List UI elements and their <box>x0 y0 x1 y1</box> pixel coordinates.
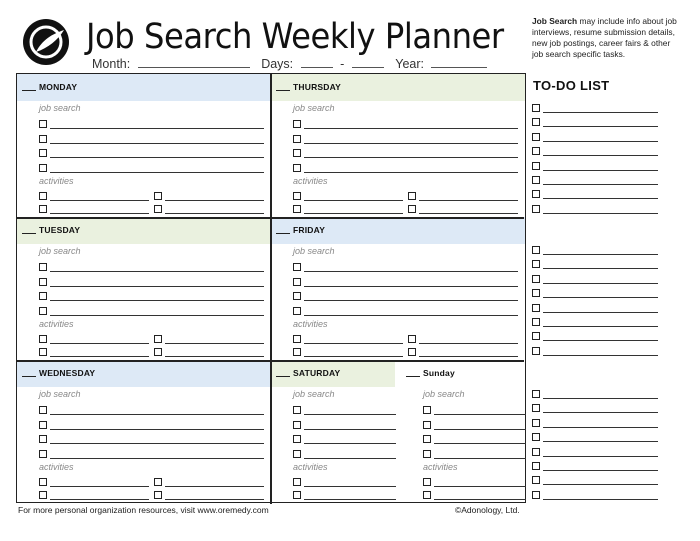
checkbox-icon[interactable] <box>293 263 301 271</box>
todo-item <box>532 389 658 401</box>
checkbox-icon[interactable] <box>532 133 540 141</box>
checkbox-icon[interactable] <box>532 448 540 456</box>
day-name: Sunday <box>423 368 455 378</box>
activity-item <box>293 204 403 216</box>
job-search-item <box>293 420 396 432</box>
day-name: SATURDAY <box>293 368 341 378</box>
write-line[interactable] <box>50 443 264 444</box>
write-line[interactable] <box>543 184 658 185</box>
write-line[interactable] <box>304 128 518 129</box>
activities-label: activities <box>39 462 74 472</box>
write-line[interactable] <box>419 200 518 201</box>
todo-item <box>532 189 658 201</box>
checkbox-icon[interactable] <box>293 406 301 414</box>
activity-item <box>408 347 518 359</box>
day-cell <box>271 360 401 503</box>
write-line[interactable] <box>165 213 264 214</box>
day-name: THURSDAY <box>293 82 342 92</box>
write-line[interactable] <box>304 499 396 500</box>
job-search-item <box>293 134 518 146</box>
day-date-line[interactable] <box>22 90 36 91</box>
write-line[interactable] <box>50 143 264 144</box>
job-search-label: job search <box>39 389 81 399</box>
checkbox-icon[interactable] <box>39 421 47 429</box>
todo-item <box>532 303 658 315</box>
checkbox-icon[interactable] <box>532 190 540 198</box>
checkbox-icon[interactable] <box>293 491 301 499</box>
day-header <box>17 74 271 101</box>
activity-item <box>39 204 149 216</box>
write-line[interactable] <box>304 458 396 459</box>
footer-copyright: ©Adonology, Ltd. <box>455 505 520 515</box>
write-line[interactable] <box>165 486 264 487</box>
checkbox-icon[interactable] <box>532 433 540 441</box>
job-search-label: job search <box>39 103 81 113</box>
checkbox-icon[interactable] <box>408 192 416 200</box>
job-search-item <box>293 306 518 318</box>
write-line[interactable] <box>543 268 658 269</box>
write-line[interactable] <box>543 170 658 171</box>
days-separator: - <box>340 57 345 71</box>
checkbox-icon[interactable] <box>293 307 301 315</box>
write-line[interactable] <box>543 126 658 127</box>
write-line[interactable] <box>50 414 264 415</box>
checkbox-icon[interactable] <box>532 147 540 155</box>
activity-item <box>408 334 518 346</box>
write-line[interactable] <box>434 486 526 487</box>
write-line[interactable] <box>304 143 518 144</box>
checkbox-icon[interactable] <box>423 491 431 499</box>
job-search-item <box>423 434 526 446</box>
job-search-item <box>423 449 526 461</box>
write-line[interactable] <box>543 340 658 341</box>
job-search-item <box>39 306 264 318</box>
write-line[interactable] <box>165 343 264 344</box>
checkbox-icon[interactable] <box>154 205 162 213</box>
job-search-label: job search <box>293 103 335 113</box>
activity-item <box>39 477 149 489</box>
write-line[interactable] <box>419 356 518 357</box>
checkbox-icon[interactable] <box>293 421 301 429</box>
day-header <box>17 217 271 244</box>
write-line[interactable] <box>50 213 149 214</box>
job-search-item <box>39 291 264 303</box>
checkbox-icon[interactable] <box>423 478 431 486</box>
note-text: may include info about job interviews, resume submission details, new job postings, career fairs & other job search specific tasks. <box>532 16 677 59</box>
write-line[interactable] <box>50 499 149 500</box>
checkbox-icon[interactable] <box>39 263 47 271</box>
write-line[interactable] <box>434 414 526 415</box>
checkbox-icon[interactable] <box>39 278 47 286</box>
todo-item <box>532 432 658 444</box>
write-line[interactable] <box>50 343 149 344</box>
checkbox-icon[interactable] <box>423 421 431 429</box>
checkbox-icon[interactable] <box>293 292 301 300</box>
write-line[interactable] <box>304 356 403 357</box>
checkbox-icon[interactable] <box>39 192 47 200</box>
activity-item <box>423 477 526 489</box>
checkbox-icon[interactable] <box>532 260 540 268</box>
month-field[interactable] <box>138 56 250 68</box>
write-line[interactable] <box>434 458 526 459</box>
write-line[interactable] <box>543 456 658 457</box>
write-line[interactable] <box>304 429 396 430</box>
todo-item <box>532 288 658 300</box>
instructions-note <box>532 16 682 60</box>
activities-label: activities <box>39 176 74 186</box>
day-header <box>17 360 271 387</box>
write-line[interactable] <box>165 200 264 201</box>
todo-item <box>532 317 658 329</box>
todo-item <box>532 259 658 271</box>
activity-item <box>154 204 264 216</box>
checkbox-icon[interactable] <box>154 192 162 200</box>
checkbox-icon[interactable] <box>293 335 301 343</box>
job-search-item <box>39 119 264 131</box>
job-search-label: job search <box>423 389 465 399</box>
write-line[interactable] <box>543 213 658 214</box>
job-search-item <box>293 148 518 160</box>
activities-label: activities <box>293 462 328 472</box>
write-line[interactable] <box>304 200 403 201</box>
write-line[interactable] <box>50 315 264 316</box>
write-line[interactable] <box>543 398 658 399</box>
day-cell <box>271 74 525 217</box>
days-label: Days: <box>261 57 294 71</box>
checkbox-icon[interactable] <box>532 205 540 213</box>
checkbox-icon[interactable] <box>293 435 301 443</box>
grid-divider <box>270 74 272 504</box>
day-header <box>401 360 525 387</box>
checkbox-icon[interactable] <box>532 462 540 470</box>
checkbox-icon[interactable] <box>154 335 162 343</box>
weekly-grid <box>16 73 526 503</box>
job-search-item <box>293 291 518 303</box>
todo-item <box>532 447 658 459</box>
job-search-item <box>39 134 264 146</box>
day-name: FRIDAY <box>293 225 326 235</box>
write-line[interactable] <box>50 429 264 430</box>
day-date-line[interactable] <box>22 233 36 234</box>
year-field[interactable] <box>431 56 487 68</box>
write-line[interactable] <box>304 315 518 316</box>
checkbox-icon[interactable] <box>293 135 301 143</box>
day-cell <box>401 360 525 503</box>
checkbox-icon[interactable] <box>423 406 431 414</box>
todo-item <box>532 475 658 487</box>
write-line[interactable] <box>419 213 518 214</box>
day-date-line[interactable] <box>276 233 290 234</box>
activities-label: activities <box>293 319 328 329</box>
write-line[interactable] <box>543 412 658 413</box>
checkbox-icon[interactable] <box>532 176 540 184</box>
write-line[interactable] <box>543 254 658 255</box>
todo-item <box>532 132 658 144</box>
activities-label: activities <box>423 462 458 472</box>
checkbox-icon[interactable] <box>532 390 540 398</box>
checkbox-icon[interactable] <box>39 205 47 213</box>
write-line[interactable] <box>304 300 518 301</box>
checkbox-icon[interactable] <box>39 348 47 356</box>
checkbox-icon[interactable] <box>293 278 301 286</box>
checkbox-icon[interactable] <box>423 435 431 443</box>
job-search-label: job search <box>39 246 81 256</box>
job-search-item <box>39 148 264 160</box>
checkbox-icon[interactable] <box>408 335 416 343</box>
todo-item <box>532 346 658 358</box>
checkbox-icon[interactable] <box>293 205 301 213</box>
checkbox-icon[interactable] <box>532 318 540 326</box>
job-search-item <box>39 420 264 432</box>
activities-label: activities <box>293 176 328 186</box>
todo-item <box>532 461 658 473</box>
days-end-field[interactable] <box>352 56 384 68</box>
activity-item <box>39 191 149 203</box>
note-bold: Job Search <box>532 16 578 26</box>
write-line[interactable] <box>543 326 658 327</box>
write-line[interactable] <box>419 343 518 344</box>
activity-item <box>154 490 264 502</box>
write-line[interactable] <box>304 443 396 444</box>
write-line[interactable] <box>304 486 396 487</box>
grid-divider <box>17 360 524 362</box>
write-line[interactable] <box>50 486 149 487</box>
checkbox-icon[interactable] <box>532 118 540 126</box>
job-search-item <box>293 434 396 446</box>
activity-item <box>293 191 403 203</box>
todo-item <box>532 490 658 502</box>
activity-item <box>293 334 403 346</box>
checkbox-icon[interactable] <box>39 164 47 172</box>
checkbox-icon[interactable] <box>39 450 47 458</box>
checkbox-icon[interactable] <box>154 348 162 356</box>
day-date-line[interactable] <box>276 376 290 377</box>
todo-item <box>532 161 658 173</box>
activity-item <box>408 191 518 203</box>
checkbox-icon[interactable] <box>39 491 47 499</box>
day-header <box>271 360 395 387</box>
month-label: Month: <box>92 57 131 71</box>
job-search-item <box>39 405 264 417</box>
logo-icon <box>22 18 70 66</box>
checkbox-icon[interactable] <box>293 149 301 157</box>
day-date-line[interactable] <box>22 376 36 377</box>
job-search-item <box>39 262 264 274</box>
write-line[interactable] <box>543 470 658 471</box>
job-search-item <box>39 163 264 175</box>
day-cell <box>17 74 271 217</box>
job-search-label: job search <box>293 389 335 399</box>
checkbox-icon[interactable] <box>293 120 301 128</box>
write-line[interactable] <box>50 458 264 459</box>
write-line[interactable] <box>434 443 526 444</box>
checkbox-icon[interactable] <box>293 450 301 458</box>
write-line[interactable] <box>304 213 403 214</box>
job-search-item <box>293 163 518 175</box>
checkbox-icon[interactable] <box>39 292 47 300</box>
job-search-item <box>293 119 518 131</box>
write-line[interactable] <box>304 414 396 415</box>
write-line[interactable] <box>543 312 658 313</box>
write-line[interactable] <box>304 172 518 173</box>
job-search-item <box>293 277 518 289</box>
checkbox-icon[interactable] <box>532 347 540 355</box>
todo-item <box>532 204 658 216</box>
write-line[interactable] <box>165 499 264 500</box>
checkbox-icon[interactable] <box>39 149 47 157</box>
checkbox-icon[interactable] <box>532 304 540 312</box>
checkbox-icon[interactable] <box>532 491 540 499</box>
checkbox-icon[interactable] <box>39 406 47 414</box>
checkbox-icon[interactable] <box>154 491 162 499</box>
days-start-field[interactable] <box>301 56 333 68</box>
write-line[interactable] <box>50 172 264 173</box>
activity-item <box>154 334 264 346</box>
write-line[interactable] <box>543 112 658 113</box>
todo-item <box>532 175 658 187</box>
activities-label: activities <box>39 319 74 329</box>
checkbox-icon[interactable] <box>39 135 47 143</box>
date-fields <box>92 56 487 71</box>
write-line[interactable] <box>50 128 264 129</box>
day-name: MONDAY <box>39 82 78 92</box>
grid-divider <box>17 217 524 219</box>
activity-item <box>39 347 149 359</box>
checkbox-icon[interactable] <box>532 332 540 340</box>
write-line[interactable] <box>543 441 658 442</box>
activity-item <box>154 347 264 359</box>
day-date-line[interactable] <box>276 90 290 91</box>
write-line[interactable] <box>543 141 658 142</box>
write-line[interactable] <box>543 155 658 156</box>
todo-item <box>532 245 658 257</box>
checkbox-icon[interactable] <box>293 348 301 356</box>
write-line[interactable] <box>50 286 264 287</box>
checkbox-icon[interactable] <box>408 348 416 356</box>
activity-item <box>293 477 396 489</box>
write-line[interactable] <box>543 198 658 199</box>
write-line[interactable] <box>50 271 264 272</box>
write-line[interactable] <box>304 343 403 344</box>
job-search-item <box>293 405 396 417</box>
write-line[interactable] <box>304 286 518 287</box>
activity-item <box>39 334 149 346</box>
day-header <box>271 74 525 101</box>
todo-item <box>532 274 658 286</box>
checkbox-icon[interactable] <box>408 205 416 213</box>
year-label: Year: <box>395 57 424 71</box>
todo-item <box>532 331 658 343</box>
write-line[interactable] <box>543 297 658 298</box>
todo-item <box>532 117 658 129</box>
activity-item <box>293 347 403 359</box>
checkbox-icon[interactable] <box>532 289 540 297</box>
page-title: Job Search Weekly Planner <box>86 17 504 57</box>
job-search-item <box>423 420 526 432</box>
todo-item <box>532 403 658 415</box>
day-cell <box>17 217 271 360</box>
write-line[interactable] <box>543 484 658 485</box>
write-line[interactable] <box>50 300 264 301</box>
write-line[interactable] <box>434 429 526 430</box>
write-line[interactable] <box>304 271 518 272</box>
checkbox-icon[interactable] <box>532 162 540 170</box>
checkbox-icon[interactable] <box>39 307 47 315</box>
write-line[interactable] <box>543 355 658 356</box>
write-line[interactable] <box>543 499 658 500</box>
checkbox-icon[interactable] <box>39 478 47 486</box>
activity-item <box>154 191 264 203</box>
day-cell <box>271 217 525 360</box>
day-name: WEDNESDAY <box>39 368 96 378</box>
todo-item <box>532 146 658 158</box>
todo-item <box>532 103 658 115</box>
job-search-item <box>293 449 396 461</box>
write-line[interactable] <box>50 356 149 357</box>
todo-title: TO-DO LIST <box>533 78 610 93</box>
day-cell <box>17 360 271 503</box>
checkbox-icon[interactable] <box>532 419 540 427</box>
day-header <box>271 217 525 244</box>
todo-item <box>532 418 658 430</box>
checkbox-icon[interactable] <box>423 450 431 458</box>
job-search-item <box>423 405 526 417</box>
checkbox-icon[interactable] <box>532 246 540 254</box>
activity-item <box>293 490 396 502</box>
checkbox-icon[interactable] <box>293 164 301 172</box>
checkbox-icon[interactable] <box>293 192 301 200</box>
checkbox-icon[interactable] <box>39 435 47 443</box>
activity-item <box>39 490 149 502</box>
write-line[interactable] <box>434 499 526 500</box>
job-search-item <box>39 434 264 446</box>
activity-item <box>423 490 526 502</box>
checkbox-icon[interactable] <box>39 120 47 128</box>
checkbox-icon[interactable] <box>39 335 47 343</box>
checkbox-icon[interactable] <box>532 476 540 484</box>
footer-resources: For more personal organization resources, visit www.oremedy.com <box>18 505 269 515</box>
day-date-line[interactable] <box>406 376 420 377</box>
checkbox-icon[interactable] <box>532 275 540 283</box>
write-line[interactable] <box>50 200 149 201</box>
write-line[interactable] <box>165 356 264 357</box>
job-search-item <box>293 262 518 274</box>
checkbox-icon[interactable] <box>532 104 540 112</box>
write-line[interactable] <box>543 283 658 284</box>
job-search-label: job search <box>293 246 335 256</box>
checkbox-icon[interactable] <box>154 478 162 486</box>
write-line[interactable] <box>543 427 658 428</box>
checkbox-icon[interactable] <box>293 478 301 486</box>
activity-item <box>408 204 518 216</box>
activity-item <box>154 477 264 489</box>
job-search-item <box>39 449 264 461</box>
write-line[interactable] <box>304 157 518 158</box>
write-line[interactable] <box>50 157 264 158</box>
day-name: TUESDAY <box>39 225 81 235</box>
checkbox-icon[interactable] <box>532 404 540 412</box>
job-search-item <box>39 277 264 289</box>
